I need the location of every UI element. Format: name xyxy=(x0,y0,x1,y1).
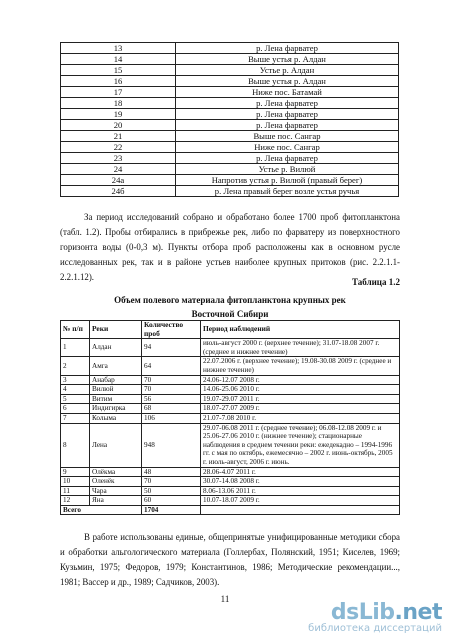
point-number: 15 xyxy=(61,65,176,76)
river-name: Олёкма xyxy=(90,467,142,477)
table-row xyxy=(61,131,399,142)
sample-count: 106 xyxy=(142,413,201,423)
table-title-line2: Восточной Сибири xyxy=(191,309,269,319)
river-name: Лена xyxy=(90,423,142,467)
table-row xyxy=(61,385,400,395)
point-number: 13 xyxy=(61,43,176,54)
table-row xyxy=(61,413,400,423)
sample-count: 50 xyxy=(142,486,201,496)
table-row xyxy=(61,175,399,186)
table-title: Объем полевого материала фитопланктона крупных рек xyxy=(114,295,346,305)
row-number: 7 xyxy=(61,413,90,423)
row-number: 10 xyxy=(61,477,90,487)
table-header-row xyxy=(61,321,400,339)
row-number: 12 xyxy=(61,496,90,506)
point-location: р. Лена фарватер xyxy=(176,153,399,164)
row-number: 2 xyxy=(61,357,90,375)
point-location: Ниже пос. Батамай xyxy=(176,87,399,98)
table-row xyxy=(61,65,399,76)
table-row xyxy=(61,120,399,131)
table-row xyxy=(61,98,399,109)
point-number: 14 xyxy=(61,54,176,65)
point-number: 23 xyxy=(61,153,176,164)
river-name: Анабар xyxy=(90,375,142,385)
watermark xyxy=(308,602,442,634)
watermark-subtitle: библиотека диссертаций xyxy=(308,623,442,634)
observation-period: 24.06-12.07 2008 г. xyxy=(201,375,400,385)
observation-period: 14.06-25.06 2010 г. xyxy=(201,385,400,395)
river-name: Индигирка xyxy=(90,404,142,414)
table-row xyxy=(61,109,399,120)
point-location: р. Лена правый берег возле устья ручья xyxy=(176,186,399,197)
table-total-row xyxy=(61,505,400,515)
sample-count: 48 xyxy=(142,467,201,477)
sampling-points-table xyxy=(60,42,399,197)
table-row xyxy=(61,404,400,414)
point-number: 24 xyxy=(61,164,176,175)
point-number: 16 xyxy=(61,76,176,87)
point-number: 24б xyxy=(61,186,176,197)
point-location: р. Лена фарватер xyxy=(176,109,399,120)
row-number: 6 xyxy=(61,404,90,414)
river-name: Яна xyxy=(90,496,142,506)
row-number: 1 xyxy=(61,339,90,357)
paragraph-methods: В работе использованы единые, общепринятые унифицированные методики сбора и обработки альгологического материала (Голлербах, Полянский, 1951; Киселев, 1969; Кузьмин, 1975; Федоров, 1979; Константинов, 1986; Методические рекомендации..., 1981; Вассер и др., 1989; Садчиков, 2003). xyxy=(60,532,400,587)
watermark-logo: dsLib.net xyxy=(330,600,442,625)
table-row xyxy=(61,164,399,175)
table-row xyxy=(61,339,400,357)
sample-count: 68 xyxy=(142,404,201,414)
total-empty xyxy=(201,505,400,515)
point-location: Напротив устья р. Вилюй (правый берег) xyxy=(176,175,399,186)
row-number: 11 xyxy=(61,486,90,496)
table-row xyxy=(61,357,400,375)
river-name: Колыма xyxy=(90,413,142,423)
point-location: р. Лена фарватер xyxy=(176,120,399,131)
observation-period: 22.07.2006 г. (верхнее течение); 19.08-30.08 2009 г. (среднее и нижнее течение) xyxy=(201,357,400,375)
table-row xyxy=(61,486,400,496)
row-number: 8 xyxy=(61,423,90,467)
sample-count: 70 xyxy=(142,375,201,385)
paragraph-sampling: За период исследований собрано и обработано более 1700 проб фитопланктона (табл. 1.2). Пробы отбирались в прибрежье рек, либо по фарватеру из поверхностного горизонта воды (0-0,3 м). Пункты отбора проб расположены как в основном русле исследованных рек, так и в районе устьев наиболее крупных притоков (рис. 2.2.1.1-2.2.1.12). xyxy=(60,212,400,282)
point-location: Устье р. Алдан xyxy=(176,65,399,76)
river-name: Чара xyxy=(90,486,142,496)
observation-period: 21.07-7.08 2010 г. xyxy=(201,413,400,423)
point-number: 17 xyxy=(61,87,176,98)
row-number: 3 xyxy=(61,375,90,385)
sample-count: 948 xyxy=(142,423,201,467)
table-row xyxy=(61,496,400,506)
row-number: 4 xyxy=(61,385,90,395)
table-row xyxy=(61,142,399,153)
page-number: 11 xyxy=(220,594,230,604)
river-name: Амга xyxy=(90,357,142,375)
table-row xyxy=(61,186,399,197)
sample-count: 70 xyxy=(142,385,201,395)
point-location: Ниже пос. Сангар xyxy=(176,142,399,153)
point-location: р. Лена фарватер xyxy=(176,43,399,54)
table-row xyxy=(61,54,399,65)
observation-period: 28.06-4.07 2011 г. xyxy=(201,467,400,477)
row-number: 9 xyxy=(61,467,90,477)
point-number: 20 xyxy=(61,120,176,131)
point-number: 21 xyxy=(61,131,176,142)
river-name: Вилюй xyxy=(90,385,142,395)
sample-count: 56 xyxy=(142,394,201,404)
table-row xyxy=(61,87,399,98)
point-location: р. Лена фарватер xyxy=(176,98,399,109)
river-name: Алдан xyxy=(90,339,142,357)
point-number: 22 xyxy=(61,142,176,153)
phytoplankton-material-table xyxy=(60,320,400,515)
header-num: № п/п xyxy=(61,321,90,339)
sample-count: 94 xyxy=(142,339,201,357)
observation-period: 8.06-13.06 2011 г. xyxy=(201,486,400,496)
river-name: Витим xyxy=(90,394,142,404)
table-row xyxy=(61,153,399,164)
table-caption: Таблица 1.2 xyxy=(352,277,400,287)
river-name: Оленёк xyxy=(90,477,142,487)
table-row xyxy=(61,43,399,54)
point-location: Выше пос. Сангар xyxy=(176,131,399,142)
sample-count: 64 xyxy=(142,357,201,375)
observation-period: 18.07-27.07 2009 г. xyxy=(201,404,400,414)
table-row xyxy=(61,467,400,477)
observation-period: июль-август 2000 г. (верхнее течение); 31.07-18.08 2007 г. (среднее и нижнее течение) xyxy=(201,339,400,357)
table-row xyxy=(61,477,400,487)
header-river: Реки xyxy=(90,321,142,339)
point-location: Выше устья р. Алдан xyxy=(176,76,399,87)
total-value: 1704 xyxy=(142,505,201,515)
point-number: 19 xyxy=(61,109,176,120)
row-number: 5 xyxy=(61,394,90,404)
header-period: Период наблюдений xyxy=(201,321,400,339)
observation-period: 30.07-14.08 2008 г. xyxy=(201,477,400,487)
observation-period: 10.07-18.07 2009 г. xyxy=(201,496,400,506)
observation-period: 19.07-29.07 2011 г. xyxy=(201,394,400,404)
point-number: 24а xyxy=(61,175,176,186)
table-row xyxy=(61,423,400,467)
header-qty: Количество проб xyxy=(142,321,201,339)
sample-count: 70 xyxy=(142,477,201,487)
point-location: Устье р. Вилюй xyxy=(176,164,399,175)
sample-count: 60 xyxy=(142,496,201,506)
observation-period: 29.07-06.08 2011 г. (среднее течение); 06.08-12.08 2009 г. и 25.06-27.06 2010 г. (нижнее течение); стационарные наблюдения в среднем течении реки: ежедекадно – 1994-1996 гг. с мая по октябрь, ежемесячно – 2002 г. июнь-октябрь, 2005 г. июль-август, 2006 г. июнь. xyxy=(201,423,400,467)
table-row xyxy=(61,375,400,385)
table-row xyxy=(61,76,399,87)
point-number: 18 xyxy=(61,98,176,109)
point-location: Выше устья р. Алдан xyxy=(176,54,399,65)
table-row xyxy=(61,394,400,404)
total-label: Всего xyxy=(61,505,142,515)
